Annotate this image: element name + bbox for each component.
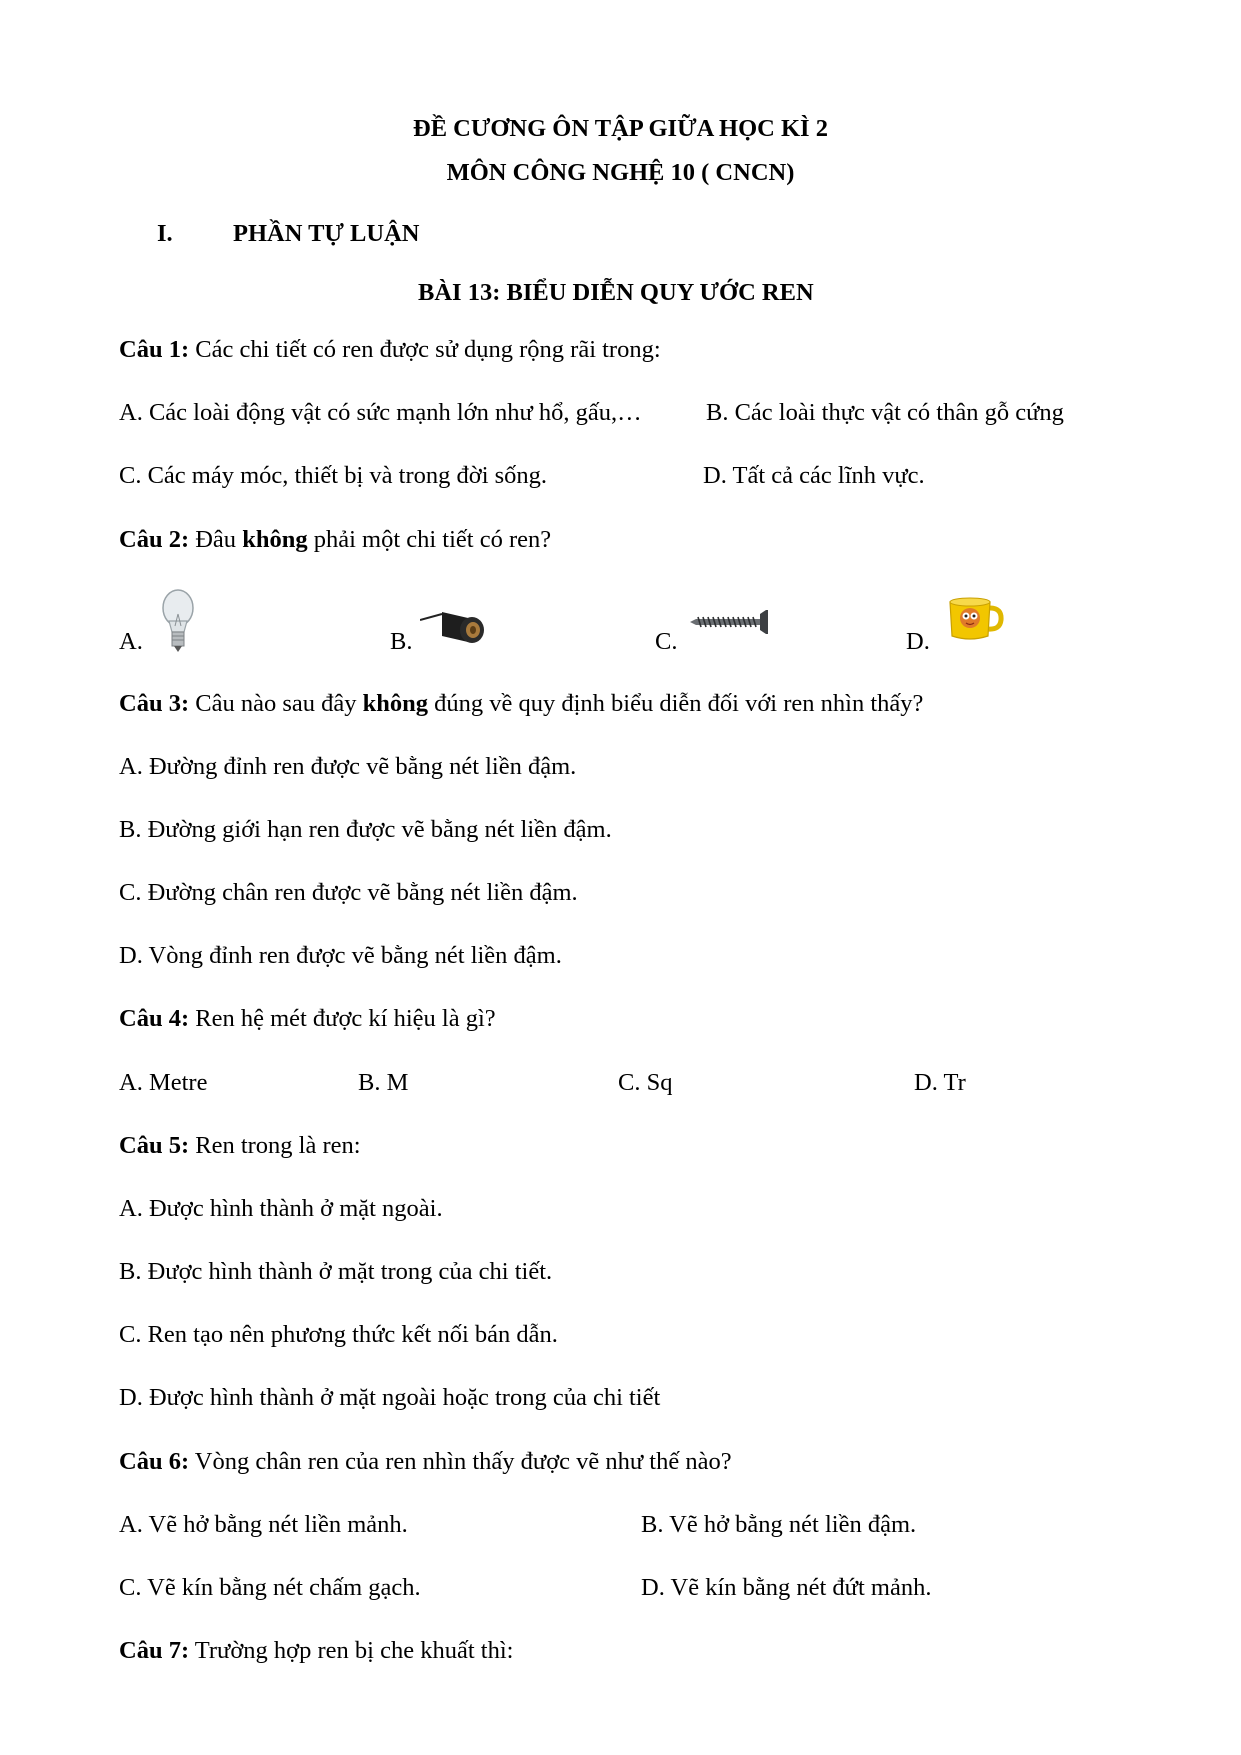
question-7 [119,1636,513,1666]
q1-option-c: C. Các máy móc, thiết bị và trong đời sống. [119,462,548,489]
q3-option-c: C. Đường chân ren được vẽ bằng nét liền đậm. [119,879,578,906]
question-2 [119,525,551,555]
q6-option-a: A. Vẽ hở bằng nét liền mảnh. [119,1511,408,1538]
q4-option-a: A. Metre [119,1069,208,1096]
question-text-post: phải một chi tiết có ren? [307,526,552,553]
q1-option-a: A. Các loài động vật có sức mạnh lớn như hổ, gấu,… [119,399,642,426]
q5-option-b: B. Được hình thành ở mặt trong của chi tiết. [119,1258,553,1285]
q6-option-b: B. Vẽ hở bằng nét liền đậm. [641,1511,917,1538]
q5-option-a: A. Được hình thành ở mặt ngoài. [119,1195,443,1222]
question-label: Câu 2: [119,526,190,553]
q3-option-a: A. Đường đỉnh ren được vẽ bằng nét liền đậm. [119,753,577,780]
question-label: Câu 1: [119,336,190,363]
screw-icon [688,608,778,636]
q6-option-d: D. Vẽ kín bằng nét đứt mảnh. [641,1574,932,1601]
question-text-pre: Câu nào sau đây [189,690,363,717]
question-text: Các chi tiết có ren được sử dụng rộng rãi trong: [189,336,661,363]
question-5 [119,1131,361,1161]
question-label: Câu 3: [119,690,190,717]
q4-option-b: B. M [358,1069,409,1096]
question-4 [119,1004,496,1034]
question-3 [119,689,923,719]
question-label: Câu 7: [119,1637,190,1664]
q2-option-a: A. [119,628,143,655]
question-text: Vòng chân ren của ren nhìn thấy được vẽ như thế nào? [189,1448,732,1475]
section-title: PHẦN TỰ LUẬN [233,220,420,247]
question-text-pre: Đâu [189,526,243,553]
document-title-line2: MÔN CÔNG NGHỆ 10 ( CNCN) [446,159,795,186]
q6-option-c: C. Vẽ kín bằng nét chấm gạch. [119,1574,421,1601]
q3-option-b: B. Đường giới hạn ren được vẽ bằng nét liền đậm. [119,816,612,843]
lesson-title: BÀI 13: BIỂU DIỄN QUY ƯỚC REN [418,279,814,306]
q5-option-d: D. Được hình thành ở mặt ngoài hoặc trong của chi tiết [119,1384,661,1411]
q3-option-d: D. Vòng đỉnh ren được vẽ bằng nét liền đậm. [119,942,562,969]
question-label: Câu 5: [119,1132,190,1159]
question-label: Câu 4: [119,1005,190,1032]
question-text: Ren hệ mét được kí hiệu là gì? [189,1005,496,1032]
question-emphasis: không [242,526,308,553]
question-6 [119,1447,732,1477]
lamp-socket-icon [420,608,490,648]
question-text: Ren trong là ren: [189,1132,361,1159]
q1-option-d: D. Tất cả các lĩnh vực. [703,462,925,489]
question-1 [119,335,661,365]
q2-option-d: D. [906,628,930,655]
lightbulb-icon [160,588,196,654]
q4-option-d: D. Tr [914,1069,966,1096]
q2-option-b: B. [390,628,413,655]
q1-option-b: B. Các loài thực vật có thân gỗ cứng [706,399,1064,426]
document-title-line1: ĐỀ CƯƠNG ÔN TẬP GIỮA HỌC KÌ 2 [413,115,828,142]
question-text: Trường hợp ren bị che khuất thì: [189,1637,514,1664]
section-number: I. [157,220,173,247]
question-label: Câu 6: [119,1448,190,1475]
question-emphasis: không [362,690,428,717]
mug-icon [946,596,1004,642]
question-text-post: đúng về quy định biểu diễn đối với ren nhìn thấy? [428,690,924,717]
q2-option-c: C. [655,628,678,655]
q4-option-c: C. Sq [618,1069,673,1096]
q5-option-c: C. Ren tạo nên phương thức kết nối bán dẫn. [119,1321,558,1348]
